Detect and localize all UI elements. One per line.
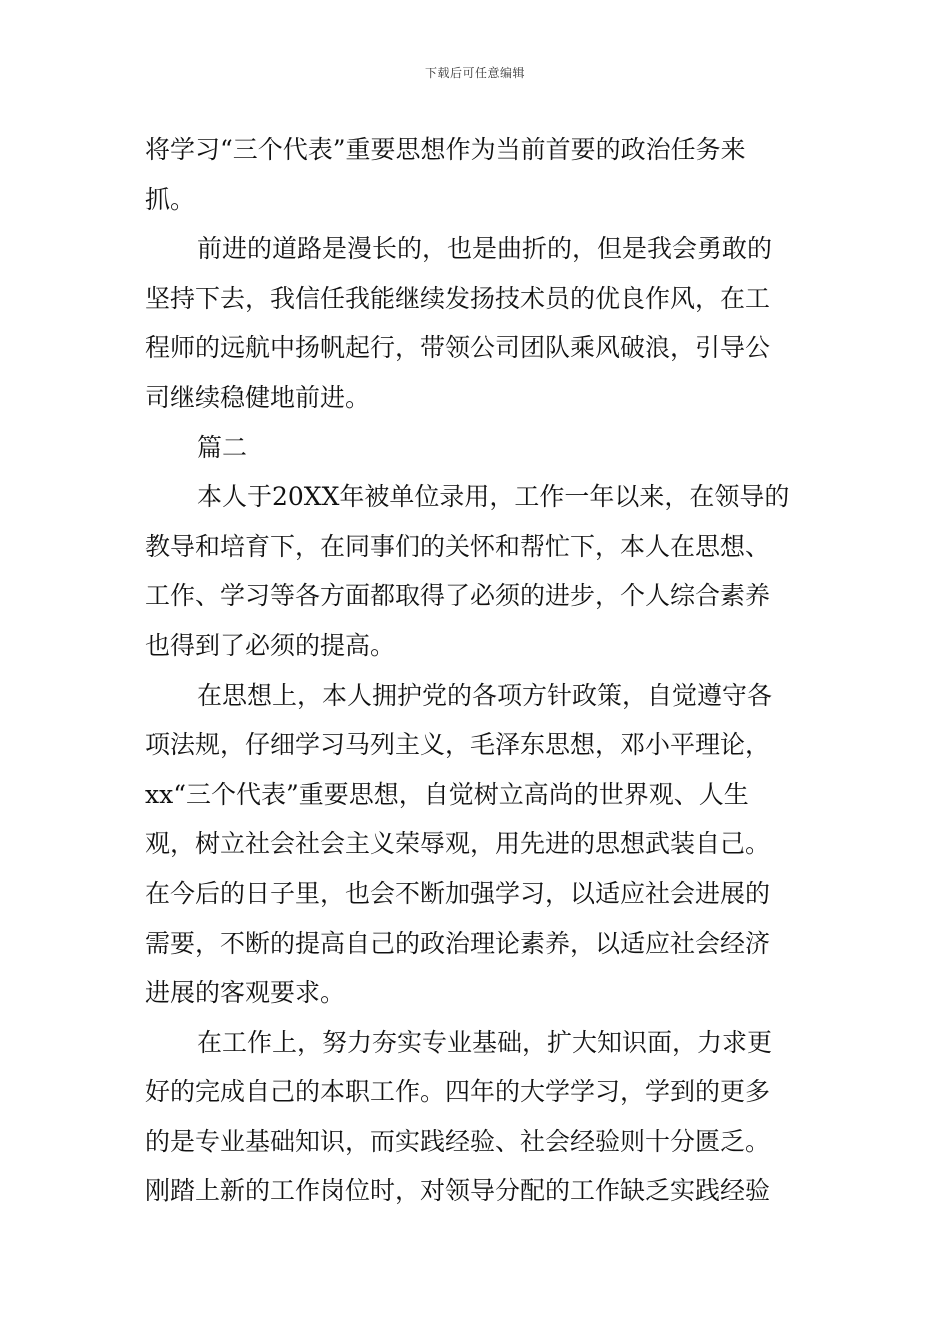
text-line: 教导和培育下，在同事们的关怀和帮忙下，本人在思想、 xyxy=(145,531,771,561)
text-line: 刚踏上新的工作岗位时，对领导分配的工作缺乏实践经验 xyxy=(145,1176,771,1206)
section-heading: 篇二 xyxy=(197,432,248,462)
page-header: 下载后可任意编辑 xyxy=(424,66,525,80)
text-line: 在今后的日子里，也会不断加强学习，以适应社会进展的 xyxy=(145,878,771,908)
text-line: 在工作上，努力夯实专业基础，扩大知识面，力求更 xyxy=(197,1027,773,1057)
text-line: 需要，不断的提高自己的政治理论素养，以适应社会经济 xyxy=(145,928,771,958)
text-line: 抓。 xyxy=(145,184,196,214)
text-line: xx“三个代表”重要思想，自觉树立高尚的世界观、人生 xyxy=(145,779,749,809)
text-line: 本人于20XX年被单位录用，工作一年以来，在领导的 xyxy=(197,482,790,512)
text-line: 程师的远航中扬帆起行，带领公司团队乘风破浪，引导公 xyxy=(145,333,771,363)
text-line: 也得到了必须的提高。 xyxy=(145,630,396,660)
text-line: 工作、学习等各方面都取得了必须的进步，个人综合素养 xyxy=(145,581,771,611)
text-line: 在思想上，本人拥护党的各项方针政策，自觉遵守各 xyxy=(197,680,773,710)
text-line: 项法规，仔细学习马列主义，毛泽东思想，邓小平理论， xyxy=(145,730,771,760)
text-line: 坚持下去，我信任我能继续发扬技术员的优良作风，在工 xyxy=(145,283,771,313)
text-line: 观，树立社会社会主义荣辱观，用先进的思想武装自己。 xyxy=(145,829,771,859)
text-line: 进展的客观要求。 xyxy=(145,978,346,1008)
text-line: 前进的道路是漫长的，也是曲折的，但是我会勇敢的 xyxy=(197,234,773,264)
body-text xyxy=(145,125,815,1216)
text-line: 将学习“三个代表”重要思想作为当前首要的政治任务来 xyxy=(145,135,746,164)
text-line: 的是专业基础知识，而实践经验、社会经验则十分匮乏。 xyxy=(145,1126,771,1156)
text-line: 好的完成自己的本职工作。四年的大学学习，学到的更多 xyxy=(145,1077,771,1107)
text-line: 司继续稳健地前进。 xyxy=(145,382,371,412)
